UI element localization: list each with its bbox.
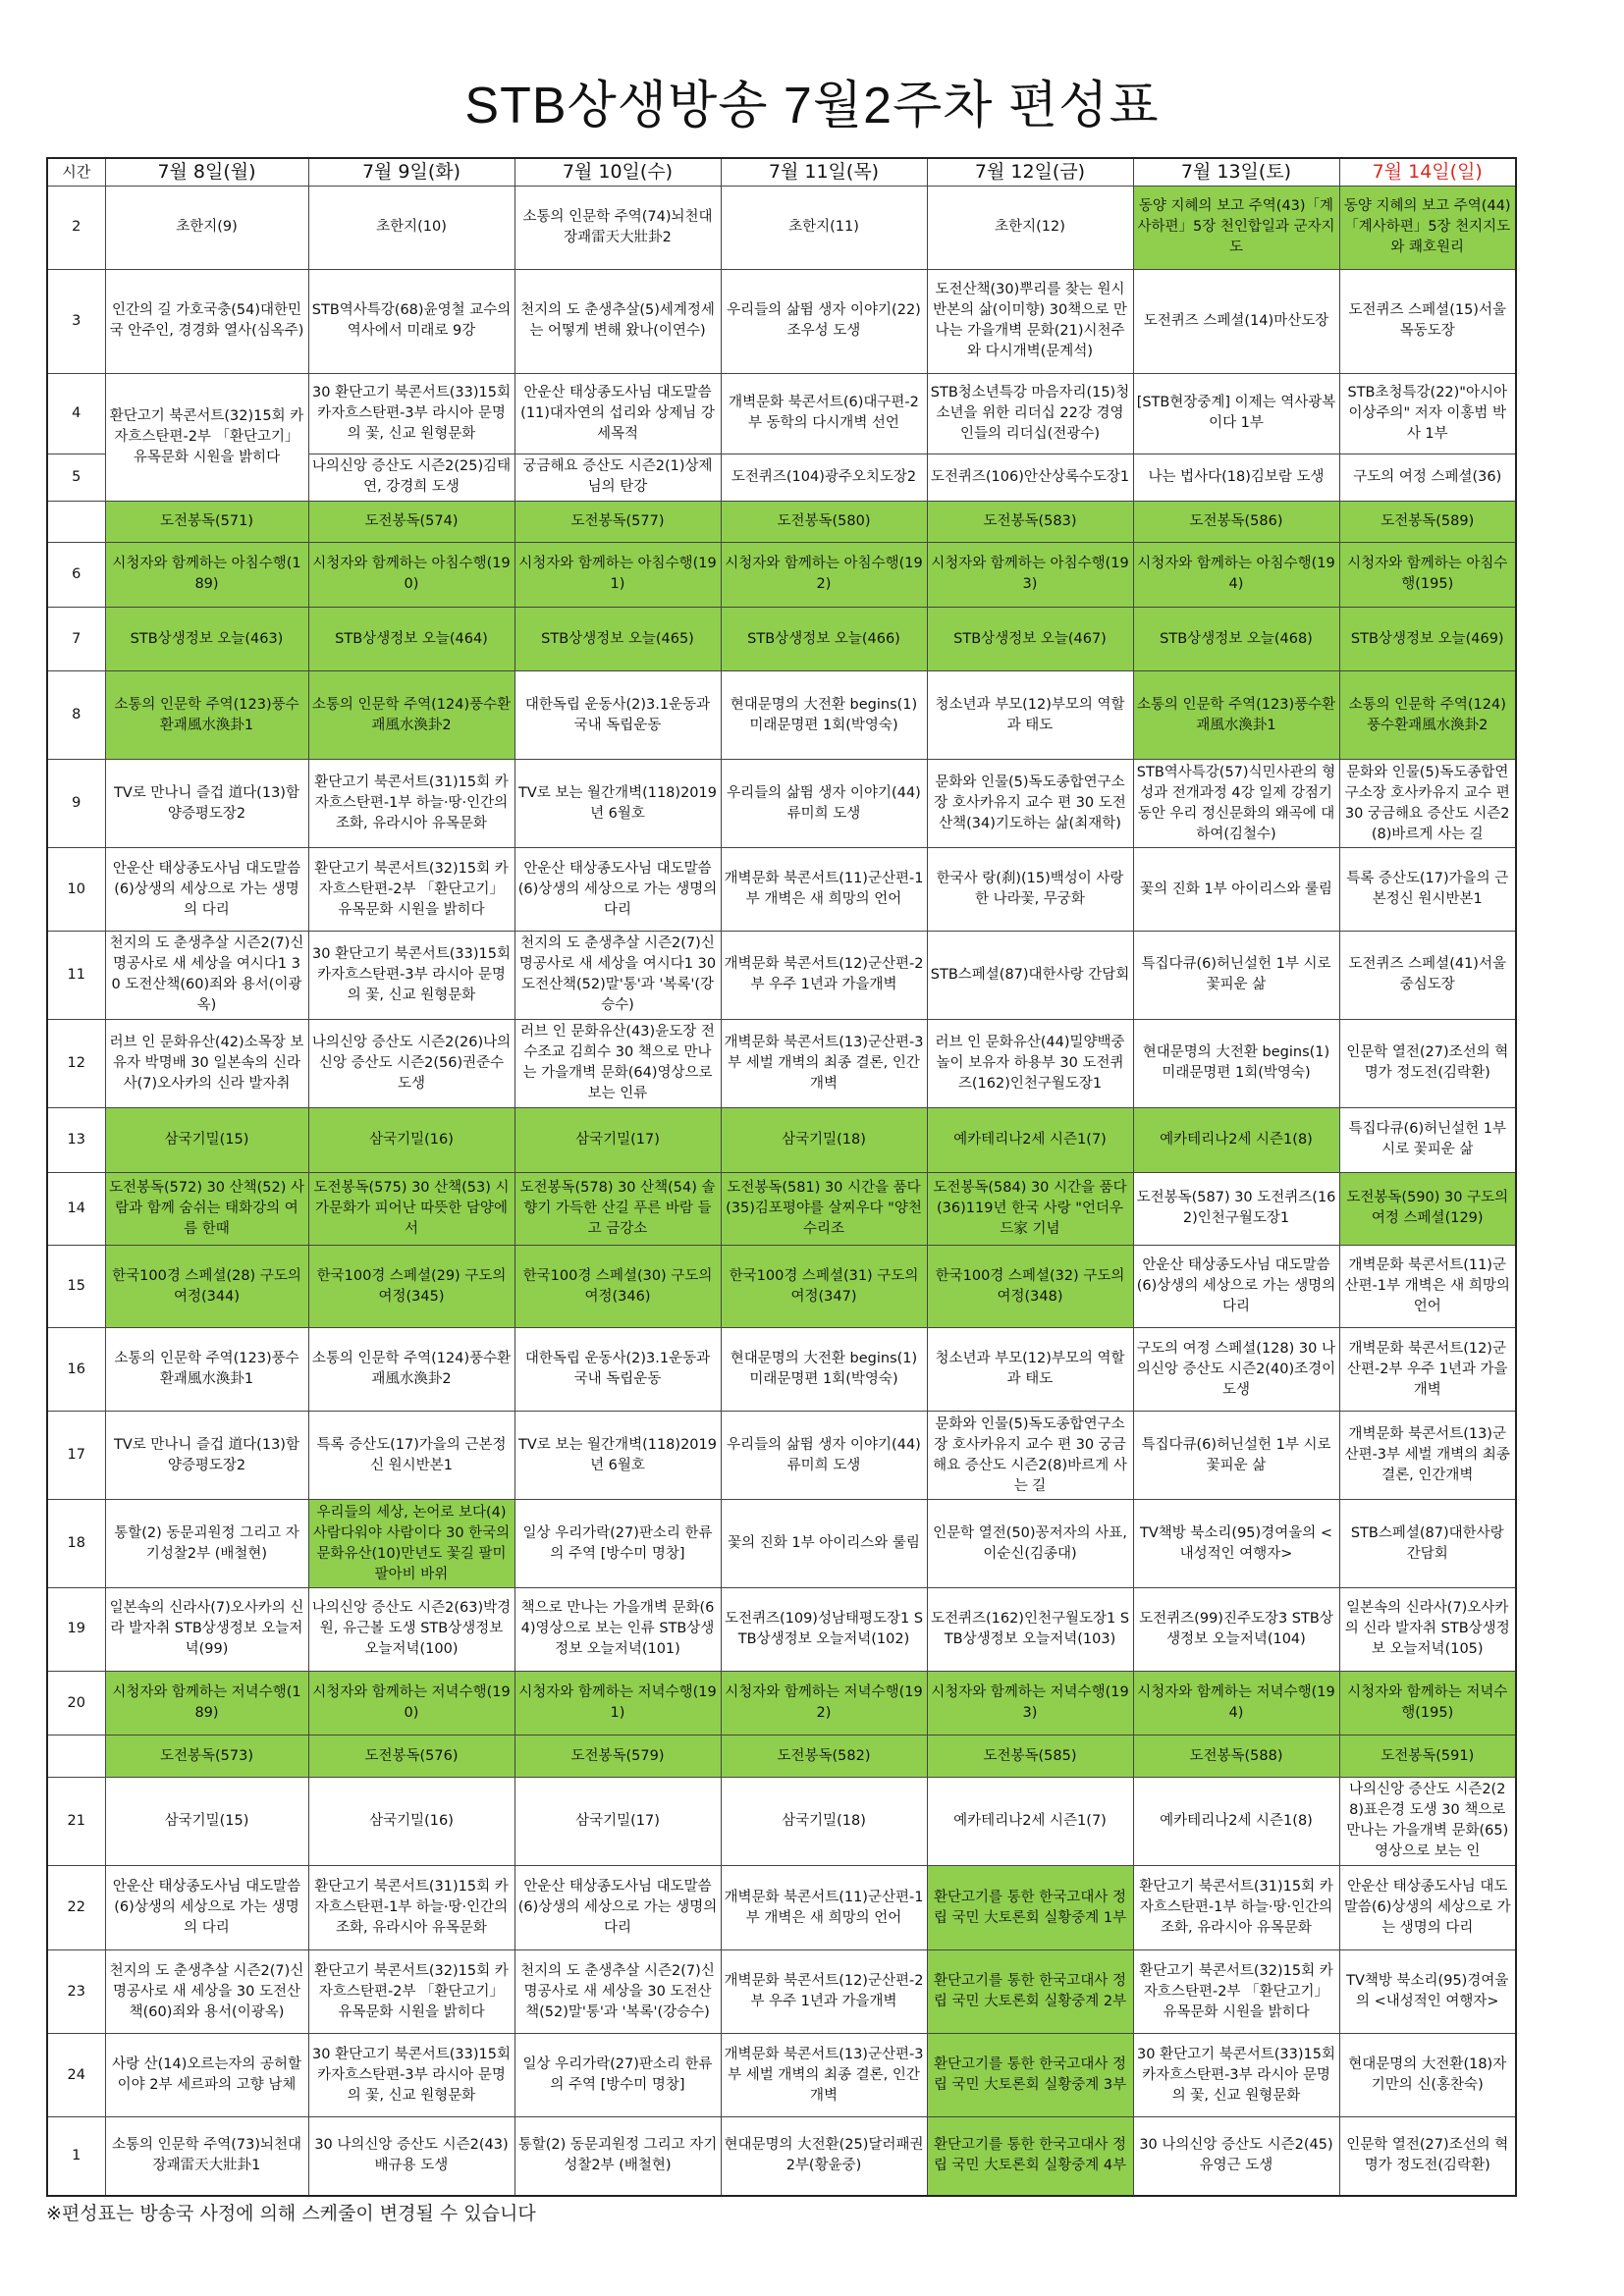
time-slot: 1 (47, 2116, 105, 2196)
program-cell: 환단고기 북콘서트(31)15회 카자흐스탄편-1부 하늘·땅·인간의 조화, 유라시아 유목문화 (308, 760, 514, 848)
program-cell: 환단고기를 통한 한국고대사 정립 국민 大토론회 실황중계 1부 (927, 1865, 1133, 1950)
time-slot: 10 (47, 848, 105, 932)
program-cell: 개벽문화 북콘서트(13)군산편-3부 세벌 개벽의 최종 결론, 인간개벽 (1339, 1412, 1516, 1500)
time-slot: 6 (47, 543, 105, 608)
program-cell: 초한지(11) (721, 187, 927, 270)
program-cell: 도전퀴즈(99)진주도장3 STB상생정보 오늘저녁(104) (1133, 1588, 1339, 1672)
time-slot: 5 (47, 454, 105, 502)
time-slot: 21 (47, 1777, 105, 1865)
program-cell: TV로 만나니 즐겁 道다(13)함양증평도장2 (105, 1412, 308, 1500)
time-slot: 2 (47, 187, 105, 270)
program-cell: STB스페셜(87)대한사랑 간담회 (927, 932, 1133, 1020)
program-cell: STB상생정보 오늘(463) (105, 607, 308, 671)
program-cell: 천지의 도 춘생추살 시즌2(7)신명공사로 새 세상을 여시다1 30 도전산책(60)죄와 용서(이광옥) (105, 932, 308, 1020)
schedule-row (47, 1328, 1516, 1412)
time-slot: 19 (47, 1588, 105, 1672)
time-slot: 16 (47, 1328, 105, 1412)
program-cell: 나의신앙 증산도 시즌2(25)김태연, 강경희 도생 (308, 454, 514, 502)
time-slot: 17 (47, 1412, 105, 1500)
program-cell: 도전봉독(575) 30 산책(53) 시가문화가 피어난 따뜻한 담양에서 (308, 1172, 514, 1245)
page-title: STB상생방송 7월2주차 편성표 (464, 78, 1160, 134)
program-cell: 삼국기밀(15) (105, 1777, 308, 1865)
program-cell: 시청자와 함께하는 저녁수행(195) (1339, 1671, 1516, 1735)
program-cell: 30 환단고기 북콘서트(33)15회 카자흐스탄편-3부 라시아 문명의 꽃, 신교 원형문화 (308, 2034, 514, 2117)
program-cell: TV책방 북소리(95)경여울의 <내성적인 여행자> (1133, 1500, 1339, 1588)
program-cell: 청소년과 부모(12)부모의 역할과 태도 (927, 1328, 1133, 1412)
program-cell: 환단고기를 통한 한국고대사 정립 국민 大토론회 실황중계 4부 (927, 2116, 1133, 2196)
time-slot: 15 (47, 1245, 105, 1328)
program-cell: 환단고기를 통한 한국고대사 정립 국민 大토론회 실황중계 3부 (927, 2034, 1133, 2117)
program-cell: 시청자와 함께하는 아침수행(190) (308, 543, 514, 608)
program-cell: 개벽문화 북콘서트(13)군산편-3부 세벌 개벽의 최종 결론, 인간개벽 (721, 2034, 927, 2117)
program-cell: STB상생정보 오늘(466) (721, 607, 927, 671)
program-cell: 삼국기밀(17) (514, 1777, 721, 1865)
program-cell: 우리들의 삶뜀 생자 이야기(22)조우성 도생 (721, 269, 927, 373)
program-cell: 초한지(10) (308, 187, 514, 270)
program-cell: 개벽문화 북콘서트(11)군산편-1부 개벽은 새 희망의 언어 (721, 1865, 927, 1950)
program-cell: 도전봉독(587) 30 도전퀴즈(162)인천구월도장1 (1133, 1172, 1339, 1245)
time-slot: 4 (47, 373, 105, 454)
program-cell: [STB현장중계] 이제는 역사광복이다 1부 (1133, 373, 1339, 454)
program-cell: 도전봉독(572) 30 산책(52) 사람과 함께 숨쉬는 태화강의 여름 한때 (105, 1172, 308, 1245)
program-cell: STB역사특강(57)식민사관의 형성과 전개과정 4강 일제 강점기 동안 우리 정신문화의 왜곡에 대하여(김철수) (1133, 760, 1339, 848)
day-header: 7월 9일(화) (308, 158, 514, 187)
schedule-row (47, 373, 1516, 454)
program-cell: TV책방 북소리(95)경여울의 <내성적인 여행자> (1339, 1950, 1516, 2034)
program-cell: 도전봉독(579) (514, 1735, 721, 1777)
program-cell: 도전봉독(585) (927, 1735, 1133, 1777)
program-cell: 삼국기밀(16) (308, 1107, 514, 1172)
program-cell: 나는 법사다(18)김보람 도생 (1133, 454, 1339, 502)
program-cell: 나의신앙 증산도 시즌2(28)표은경 도생 30 책으로 만나는 가을개벽 문화(65)영상으로 보는 인 (1339, 1777, 1516, 1865)
program-cell: 도전봉독(573) (105, 1735, 308, 1777)
program-cell: 구도의 여정 스페셜(36) (1339, 454, 1516, 502)
program-cell: 개벽문화 북콘서트(11)군산편-1부 개벽은 새 희망의 언어 (1339, 1245, 1516, 1328)
program-cell: 현대문명의 大전환(25)달러패권 2부(황윤중) (721, 2116, 927, 2196)
program-cell: 도전봉독(586) (1133, 501, 1339, 542)
program-cell: 현대문명의 大전환(18)자기만의 신(홍찬숙) (1339, 2034, 1516, 2117)
program-cell: 삼국기밀(15) (105, 1107, 308, 1172)
program-cell: STB청소년특강 마음자리(15)청소년을 위한 리더십 22강 경영인들의 리더십(전광수) (927, 373, 1133, 454)
program-cell: 우리들의 삶뜀 생자 이야기(44)류미희 도생 (721, 760, 927, 848)
program-cell: 동양 지혜의 보고 주역(43)「계사하편」5장 천인합일과 군자지도 (1133, 187, 1339, 270)
program-cell: 도전퀴즈(109)성남태평도장1 STB상생정보 오늘저녁(102) (721, 1588, 927, 1672)
program-cell: 문화와 인물(5)독도종합연구소장 호사카유지 교수 편 30 궁금해요 증산도 시즌2(8)바르게 사는 길 (1339, 760, 1516, 848)
program-cell: 소통의 인문학 주역(123)풍수환괘風水渙卦1 (105, 671, 308, 760)
day-header: 7월 8일(월) (105, 158, 308, 187)
program-cell: 환단고기를 통한 한국고대사 정립 국민 大토론회 실황중계 2부 (927, 1950, 1133, 2034)
program-cell: 구도의 여정 스페셜(128) 30 나의신앙 증산도 시즌2(40)조경이 도생 (1133, 1328, 1339, 1412)
program-cell: STB상생정보 오늘(468) (1133, 607, 1339, 671)
program-cell: 도전봉독(590) 30 구도의 여정 스페셜(129) (1339, 1172, 1516, 1245)
schedule-row (47, 187, 1516, 270)
time-slot: 23 (47, 1950, 105, 2034)
program-cell: 시청자와 함께하는 저녁수행(194) (1133, 1671, 1339, 1735)
program-cell: 소통의 인문학 주역(73)뇌천대장괘雷天大壯卦1 (105, 2116, 308, 2196)
time-slot: 22 (47, 1865, 105, 1950)
program-cell: 도전봉독(571) (105, 501, 308, 542)
footnote: ※편성표는 방송국 사정에 의해 스케줄이 변경될 수 있습니다 (46, 2203, 536, 2224)
program-cell: 러브 인 문화유산(42)소목장 보유자 박명배 30 일본속의 신라사(7)오사카의 신라 발자취 (105, 1019, 308, 1107)
program-cell: 특록 증산도(17)가을의 근본정신 원시반본1 (1339, 848, 1516, 932)
program-cell: 개벽문화 북콘서트(11)군산편-1부 개벽은 새 희망의 언어 (721, 848, 927, 932)
program-cell: 천지의 도 춘생추살 시즌2(7)신명공사로 새 세상을 30 도전산책(60)죄와 용서(이광옥) (105, 1950, 308, 2034)
program-cell: 특집다큐(6)허닌설헌 1부 시로 꽃피운 삶 (1133, 932, 1339, 1020)
program-cell: 꽃의 진화 1부 아이리스와 룰림 (721, 1500, 927, 1588)
schedule-row (47, 1245, 1516, 1328)
program-cell: 30 환단고기 북콘서트(33)15회 카자흐스탄편-3부 라시아 문명의 꽃, 신교 원형문화 (308, 932, 514, 1020)
program-cell: 시청자와 함께하는 저녁수행(189) (105, 1671, 308, 1735)
program-cell: 천지의 도 춘생추살 시즌2(7)신명공사로 새 세상을 30 도전산책(52)말'통'과 '복록'(강승수) (514, 1950, 721, 2034)
schedule-table (46, 157, 1517, 2197)
program-cell: 도전봉독(576) (308, 1735, 514, 1777)
schedule-row (47, 269, 1516, 373)
program-cell: TV로 보는 월간개벽(118)2019년 6월호 (514, 1412, 721, 1500)
time-slot: 11 (47, 932, 105, 1020)
program-cell: 우리들의 삶뜀 생자 이야기(44)류미희 도생 (721, 1412, 927, 1500)
schedule-body (47, 187, 1516, 2197)
program-cell: 시청자와 함께하는 저녁수행(193) (927, 1671, 1133, 1735)
program-cell: 도전퀴즈 스페셜(14)마산도장 (1133, 269, 1339, 373)
program-cell: 안운산 태상종도사님 대도말씀(6)상생의 세상으로 가는 생명의 다리 (105, 848, 308, 932)
schedule-row (47, 2116, 1516, 2196)
program-cell: 우리들의 세상, 논어로 보다(4)사람다워야 사람이다 30 한국의 문화유산(10)만년도 꽃길 팔미 팔아비 바위 (308, 1500, 514, 1588)
program-cell: 일본속의 신라사(7)오사카의 신라 발자취 STB상생정보 오늘저녁(105) (1339, 1588, 1516, 1672)
program-cell: 개벽문화 북콘서트(12)군산편-2부 우주 1년과 가을개벽 (721, 932, 927, 1020)
program-cell: 환단고기 북콘서트(31)15회 카자흐스탄편-1부 하늘·땅·인간의 조화, 유라시아 유목문화 (1133, 1865, 1339, 1950)
program-cell: 인문학 열전(27)조선의 혁명가 정도전(김락환) (1339, 1019, 1516, 1107)
schedule-row (47, 1107, 1516, 1172)
program-cell: 도전퀴즈 스페셜(41)서울중심도장 (1339, 932, 1516, 1020)
schedule-row (47, 1671, 1516, 1735)
program-cell: TV로 만나니 즐겁 道다(13)함양증평도장2 (105, 760, 308, 848)
program-cell: 소통의 인문학 주역(74)뇌천대장괘雷天大壯卦2 (514, 187, 721, 270)
program-cell: 도전봉독(584) 30 시간을 품다(36)119년 한국 사랑 "언더우드家 기념 (927, 1172, 1133, 1245)
time-slot: 14 (47, 1172, 105, 1245)
program-cell: 현대문명의 大전환 begins(1)미래문명편 1회(박영숙) (721, 671, 927, 760)
program-cell: 도전봉독(580) (721, 501, 927, 542)
program-cell: 시청자와 함께하는 저녁수행(192) (721, 1671, 927, 1735)
program-cell: 시청자와 함께하는 아침수행(192) (721, 543, 927, 608)
program-cell: 시청자와 함께하는 저녁수행(190) (308, 1671, 514, 1735)
program-cell: 30 환단고기 북콘서트(33)15회 카자흐스탄편-3부 라시아 문명의 꽃, 신교 원형문화 (1133, 2034, 1339, 2117)
program-cell: 나의신앙 증산도 시즌2(26)나의신앙 증산도 시즌2(56)권준수 도생 (308, 1019, 514, 1107)
program-cell: 도전봉독(589) (1339, 501, 1516, 542)
program-cell: 시청자와 함께하는 아침수행(193) (927, 543, 1133, 608)
program-cell: 한국100경 스페셜(32) 구도의 여정(348) (927, 1245, 1133, 1328)
time-slot: 7 (47, 607, 105, 671)
program-cell: 도전봉독(577) (514, 501, 721, 542)
program-cell: 인간의 길 가호국충(54)대한민국 안주인, 경경화 열사(심옥주) (105, 269, 308, 373)
program-cell: STB역사특강(68)윤영철 교수의 역사에서 미래로 9강 (308, 269, 514, 373)
program-cell: 천지의 도 춘생추살(5)세계정세는 어떻게 변해 왔나(이연수) (514, 269, 721, 373)
program-cell: 안운산 태상종도사님 대도말씀(6)상생의 세상으로 가는 생명의 다리 (1339, 1865, 1516, 1950)
program-cell: STB상생정보 오늘(465) (514, 607, 721, 671)
program-cell: 소통의 인문학 주역(124)풍수환괘風水渙卦2 (308, 671, 514, 760)
program-cell: 삼국기밀(18) (721, 1107, 927, 1172)
program-cell: 환단고기 북콘서트(31)15회 카자흐스탄편-1부 하늘·땅·인간의 조화, 유라시아 유목문화 (308, 1865, 514, 1950)
program-cell: 환단고기 북콘서트(32)15회 카자흐스탄편-2부 「환단고기」 유목문화 시원을 밝히다 (308, 848, 514, 932)
time-slot: 13 (47, 1107, 105, 1172)
schedule-row (47, 543, 1516, 608)
schedule-row (47, 671, 1516, 760)
program-cell: 한국100경 스페셜(28) 구도의 여정(344) (105, 1245, 308, 1328)
program-cell: 시청자와 함께하는 아침수행(194) (1133, 543, 1339, 608)
program-cell: 삼국기밀(16) (308, 1777, 514, 1865)
program-cell: 러브 인 문화유산(43)윤도장 전수조교 김희수 30 책으로 만나는 가을개벽 문화(64)영상으로 보는 인류 (514, 1019, 721, 1107)
schedule-row (47, 1950, 1516, 2034)
schedule-row (47, 1777, 1516, 1865)
program-cell: 예카테리나2세 시즌1(7) (927, 1777, 1133, 1865)
program-cell: 나의신앙 증산도 시즌2(63)박경원, 유근볼 도생 STB상생정보 오늘저녁(100) (308, 1588, 514, 1672)
program-cell: 시청자와 함께하는 저녁수행(191) (514, 1671, 721, 1735)
program-cell: 도전퀴즈(106)안산상록수도장1 (927, 454, 1133, 502)
program-cell: 특집다큐(6)허닌설헌 1부 시로 꽃피운 삶 (1133, 1412, 1339, 1500)
day-header: 7월 11일(목) (721, 158, 927, 187)
program-cell: 환단고기 북콘서트(32)15회 카자흐스탄편-2부 「환단고기」 유목문화 시원을 밝히다 (1133, 1950, 1339, 2034)
program-cell: 도전산책(30)뿌리를 찾는 원시반본의 삶(이미향) 30책으로 만나는 가을개벽 문화(21)시천주와 다시개벽(문계석) (927, 269, 1133, 373)
program-cell: 30 나의신앙 증산도 시즌2(45)유영근 도생 (1133, 2116, 1339, 2196)
program-cell: 예카테리나2세 시즌1(7) (927, 1107, 1133, 1172)
time-header: 시간 (47, 158, 105, 187)
time-slot: 18 (47, 1500, 105, 1588)
schedule-row (47, 760, 1516, 848)
schedule-row (47, 1865, 1516, 1950)
schedule-row (47, 1019, 1516, 1107)
schedule-row (47, 2034, 1516, 2117)
time-slot: 9 (47, 760, 105, 848)
program-cell: 통할(2) 동문괴원정 그리고 자기성찰2부 (배철현) (514, 2116, 721, 2196)
schedule-row (47, 1735, 1516, 1777)
program-cell: 예카테리나2세 시즌1(8) (1133, 1107, 1339, 1172)
program-cell: 시청자와 함께하는 아침수행(189) (105, 543, 308, 608)
program-cell: 도전퀴즈(162)인천구월도장1 STB상생정보 오늘저녁(103) (927, 1588, 1133, 1672)
program-cell: 현대문명의 大전환 begins(1)미래문명편 1회(박영숙) (1133, 1019, 1339, 1107)
program-cell: 일상 우리가락(27)판소리 한류의 주역 [방수미 명창] (514, 2034, 721, 2117)
program-cell: 안운산 태상종도사님 대도말씀(6)상생의 세상으로 가는 생명의 다리 (514, 1865, 721, 1950)
program-cell: 대한독립 운동사(2)3.1운동과 국내 독립운동 (514, 671, 721, 760)
program-cell: 환단고기 북콘서트(32)15회 카자흐스탄편-2부 「환단고기」 유목문화 시원을 밝히다 (308, 1950, 514, 2034)
program-cell: 소통의 인문학 주역(124)풍수환괘風水渙卦2 (308, 1328, 514, 1412)
program-cell: 문화와 인물(5)독도종합연구소장 호사카유지 교수 편 30 궁금해요 증산도 시즌2(8)바르게 사는 길 (927, 1412, 1133, 1500)
program-cell: 개벽문화 북콘서트(6)대구편-2부 동학의 다시개벽 선언 (721, 373, 927, 454)
program-cell: 도전봉독(588) (1133, 1735, 1339, 1777)
program-cell: 개벽문화 북콘서트(13)군산편-3부 세벌 개벽의 최종 결론, 인간개벽 (721, 1019, 927, 1107)
program-cell: TV로 보는 월간개벽(118)2019년 6월호 (514, 760, 721, 848)
schedule-row (47, 848, 1516, 932)
program-cell: 소통의 인문학 주역(123)풍수환괘風水渙卦1 (105, 1328, 308, 1412)
program-cell: 특집다큐(6)허닌설헌 1부 시로 꽃피운 삶 (1339, 1107, 1516, 1172)
program-cell: 한국사 랑(刹)(15)백성이 사랑한 나라꽃, 무궁화 (927, 848, 1133, 932)
program-cell: 삼국기밀(18) (721, 1777, 927, 1865)
schedule-row (47, 1500, 1516, 1588)
program-cell: 개벽문화 북콘서트(12)군산편-2부 우주 1년과 가을개벽 (721, 1950, 927, 2034)
day-header-sunday: 7월 14일(일) (1339, 158, 1516, 187)
program-cell: 대한독립 운동사(2)3.1운동과 국내 독립운동 (514, 1328, 721, 1412)
program-cell: 소통의 인문학 주역(124)풍수환괘風水渙卦2 (1339, 671, 1516, 760)
program-cell: 시청자와 함께하는 아침수행(195) (1339, 543, 1516, 608)
program-cell: 삼국기밀(17) (514, 1107, 721, 1172)
program-cell: 동양 지혜의 보고 주역(44)「계사하편」5장 천지지도와 쾌호원리 (1339, 187, 1516, 270)
program-cell: 도전봉독(591) (1339, 1735, 1516, 1777)
schedule-row (47, 501, 1516, 542)
program-cell: 천지의 도 춘생추살 시즌2(7)신명공사로 새 세상을 여시다1 30 도전산책(52)말'통'과 '복록'(강승수) (514, 932, 721, 1020)
program-cell: 인문학 열전(50)꽁저자의 사표, 이순신(김종대) (927, 1500, 1133, 1588)
program-cell: 도전봉독(578) 30 산책(54) 솔향기 가득한 산길 푸른 바람 들고 금강소 (514, 1172, 721, 1245)
day-header: 7월 12일(금) (927, 158, 1133, 187)
time-slot (47, 501, 105, 542)
program-cell: 도전봉독(574) (308, 501, 514, 542)
program-cell: 인문학 열전(27)조선의 혁명가 정도전(김락환) (1339, 2116, 1516, 2196)
program-cell: 안운산 태상종도사님 대도말씀(6)상생의 세상으로 가는 생명의 다리 (105, 1865, 308, 1950)
program-cell: 초한지(9) (105, 187, 308, 270)
program-cell: 사랑 산(14)오르는자의 공허할이야 2부 세르파의 고향 남체 (105, 2034, 308, 2117)
time-slot: 20 (47, 1671, 105, 1735)
program-cell: 특록 증산도(17)가을의 근본정신 원시반본1 (308, 1412, 514, 1500)
time-slot (47, 1735, 105, 1777)
day-header: 7월 13일(토) (1133, 158, 1339, 187)
program-cell: 통할(2) 동문괴원정 그리고 자기성찰2부 (배철현) (105, 1500, 308, 1588)
schedule-row (47, 607, 1516, 671)
program-cell: 한국100경 스페셜(31) 구도의 여정(347) (721, 1245, 927, 1328)
program-cell: STB상생정보 오늘(467) (927, 607, 1133, 671)
program-cell: STB스페셜(87)대한사랑 간담회 (1339, 1500, 1516, 1588)
program-cell: 도전봉독(583) (927, 501, 1133, 542)
program-cell: 환단고기 북콘서트(32)15회 카자흐스탄편-2부 「환단고기」 유목문화 시원을 밝히다 (105, 373, 308, 501)
program-cell: 러브 인 문화유산(44)밀양백중놀이 보유자 하용부 30 도전퀴즈(162)인천구월도장1 (927, 1019, 1133, 1107)
program-cell: 문화와 인물(5)독도종합연구소장 호사카유지 교수 편 30 도전산책(34)기도하는 삶(최재학) (927, 760, 1133, 848)
day-header: 7월 10일(수) (514, 158, 721, 187)
program-cell: 시청자와 함께하는 아침수행(191) (514, 543, 721, 608)
program-cell: 궁금해요 증산도 시즌2(1)상제님의 탄강 (514, 454, 721, 502)
time-slot: 3 (47, 269, 105, 373)
program-cell: 일상 우리가락(27)판소리 한류의 주역 [방수미 명창] (514, 1500, 721, 1588)
program-cell: STB상생정보 오늘(464) (308, 607, 514, 671)
program-cell: 일본속의 신라사(7)오사카의 신라 발자취 STB상생정보 오늘저녁(99) (105, 1588, 308, 1672)
program-cell: 현대문명의 大전환 begins(1)미래문명편 1회(박영숙) (721, 1328, 927, 1412)
time-slot: 12 (47, 1019, 105, 1107)
program-cell: 도전퀴즈 스페셜(15)서울목동도장 (1339, 269, 1516, 373)
program-cell: 안운산 태상종도사님 대도말씀(11)대자연의 섭리와 상제님 강세목적 (514, 373, 721, 454)
program-cell: 꽃의 진화 1부 아이리스와 룰림 (1133, 848, 1339, 932)
program-cell: 개벽문화 북콘서트(12)군산편-2부 우주 1년과 가을개벽 (1339, 1328, 1516, 1412)
program-cell: 도전봉독(581) 30 시간을 품다(35)김포평야를 살찌우다 "양천수리조 (721, 1172, 927, 1245)
time-slot: 24 (47, 2034, 105, 2117)
header-row (47, 158, 1516, 187)
program-cell: 도전봉독(582) (721, 1735, 927, 1777)
program-cell: 30 환단고기 북콘서트(33)15회 카자흐스탄편-3부 라시아 문명의 꽃, 신교 원형문화 (308, 373, 514, 454)
program-cell: 청소년과 부모(12)부모의 역할과 태도 (927, 671, 1133, 760)
schedule-row (47, 1588, 1516, 1672)
program-cell: 소통의 인문학 주역(123)풍수환괘風水渙卦1 (1133, 671, 1339, 760)
program-cell: STB초청특강(22)"아시아 이상주의" 저자 이홍범 박사 1부 (1339, 373, 1516, 454)
program-cell: STB상생정보 오늘(469) (1339, 607, 1516, 671)
schedule-row (47, 1172, 1516, 1245)
program-cell: 30 나의신앙 증산도 시즌2(43)배규용 도생 (308, 2116, 514, 2196)
schedule-row (47, 1412, 1516, 1500)
time-slot: 8 (47, 671, 105, 760)
schedule-row (47, 932, 1516, 1020)
program-cell: 한국100경 스페셜(30) 구도의 여정(346) (514, 1245, 721, 1328)
program-cell: 안운산 태상종도사님 대도말씀(6)상생의 세상으로 가는 생명의 다리 (514, 848, 721, 932)
program-cell: 책으로 만나는 가을개벽 문화(64)영상으로 보는 인류 STB상생정보 오늘저녁(101) (514, 1588, 721, 1672)
program-cell: 초한지(12) (927, 187, 1133, 270)
program-cell: 안운산 태상종도사님 대도말씀(6)상생의 세상으로 가는 생명의 다리 (1133, 1245, 1339, 1328)
program-cell: 도전퀴즈(104)광주오치도장2 (721, 454, 927, 502)
program-cell: 한국100경 스페셜(29) 구도의 여정(345) (308, 1245, 514, 1328)
program-cell: 예카테리나2세 시즌1(8) (1133, 1777, 1339, 1865)
